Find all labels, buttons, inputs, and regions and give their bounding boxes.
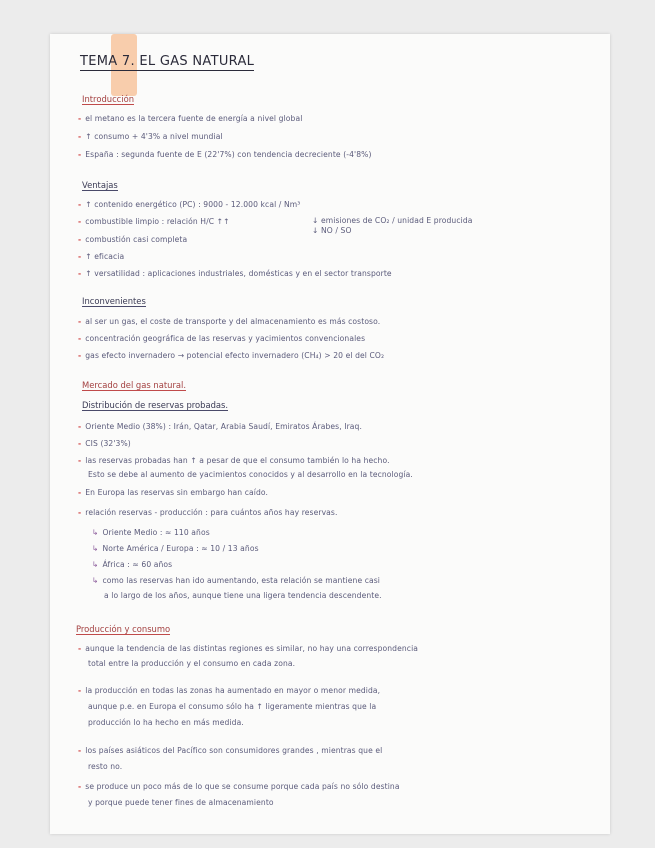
page-title: TEMA 7. EL GAS NATURAL (80, 54, 255, 69)
list-item: - al ser un gas, el coste de transporte y del almacenamiento es más costoso. (78, 317, 381, 326)
note-emisiones: ↓ emisiones de CO₂ / unidad E producida (312, 216, 473, 225)
sub-list-item: ↳ como las reservas han ido aumentando, esta relación se mantiene casi (92, 576, 381, 585)
sub-list-item: ↳ África : ≈ 60 años (92, 560, 173, 569)
section-heading-mercado: Mercado del gas natural. (82, 380, 187, 390)
section-heading-ventajas: Ventajas (82, 180, 118, 190)
section-heading-introduccion: Introducción (82, 94, 135, 104)
list-item-continuation: Esto se debe al aumento de yacimientos conocidos y al desarrollo en la tecnología. (88, 470, 413, 479)
list-item: - Oriente Medio (38%) : Irán, Qatar, Arabia Saudí, Emiratos Árabes, Iraq. (78, 422, 362, 431)
list-item-continuation: resto no. (88, 762, 123, 771)
list-item: - En Europa las reservas sin embargo han caído. (78, 488, 268, 497)
list-item: - aunque la tendencia de las distintas regiones es similar, no hay una correspondencia (78, 644, 419, 653)
list-item-continuation: total entre la producción y el consumo en cada zona. (88, 659, 296, 668)
notes-page (50, 34, 610, 834)
sub-list-item: ↳ Oriente Medio : ≈ 110 años (92, 528, 210, 537)
list-item: - ↑ eficacia (78, 252, 125, 261)
list-item: - CIS (32'3%) (78, 439, 131, 448)
list-item-continuation: aunque p.e. en Europa el consumo sólo ha ↑ ligeramente mientras que la (88, 702, 377, 711)
subsection-heading-reservas: Distribución de reservas probadas. (82, 400, 229, 410)
list-item: - combustión casi completa (78, 235, 188, 244)
sub-list-item: ↳ Norte América / Europa : ≈ 10 / 13 años (92, 544, 259, 553)
list-item: - gas efecto invernadero → potencial efecto invernadero (CH₄) > 20 el del CO₂ (78, 351, 385, 360)
list-item: - combustible limpio : relación H/C ↑↑ (78, 217, 230, 226)
list-item: - ↑ contenido energético (PC) : 9000 - 12.000 kcal / Nm³ (78, 200, 301, 209)
list-item: - España : segunda fuente de E (22'7%) con tendencia decreciente (-4'8%) (78, 150, 372, 159)
list-item-continuation: y porque puede tener fines de almacenamiento (88, 798, 274, 807)
section-heading-inconvenientes: Inconvenientes (82, 296, 146, 306)
list-item: - las reservas probadas han ↑ a pesar de que el consumo también lo ha hecho. (78, 456, 390, 465)
list-item: - concentración geográfica de las reservas y yacimientos convencionales (78, 334, 366, 343)
list-item: - ↑ consumo + 4'3% a nivel mundial (78, 132, 223, 141)
list-item: - los países asiáticos del Pacífico son consumidores grandes , mientras que el (78, 746, 383, 755)
sub-list-item-continuation: a lo largo de los años, aunque tiene una ligera tendencia descendente. (104, 591, 382, 600)
list-item-continuation: producción lo ha hecho en más medida. (88, 718, 244, 727)
list-item: - la producción en todas las zonas ha aumentado en mayor o menor medida, (78, 686, 381, 695)
note-nox: ↓ NO / SO (312, 226, 352, 235)
list-item: - el metano es la tercera fuente de energía a nivel global (78, 114, 303, 123)
list-item: - ↑ versatilidad : aplicaciones industriales, domésticas y en el sector transporte (78, 269, 392, 278)
list-item: - relación reservas - producción : para cuántos años hay reservas. (78, 508, 338, 517)
section-heading-produccion: Producción y consumo (76, 624, 171, 634)
list-item: - se produce un poco más de lo que se consume porque cada país no sólo destina (78, 782, 400, 791)
